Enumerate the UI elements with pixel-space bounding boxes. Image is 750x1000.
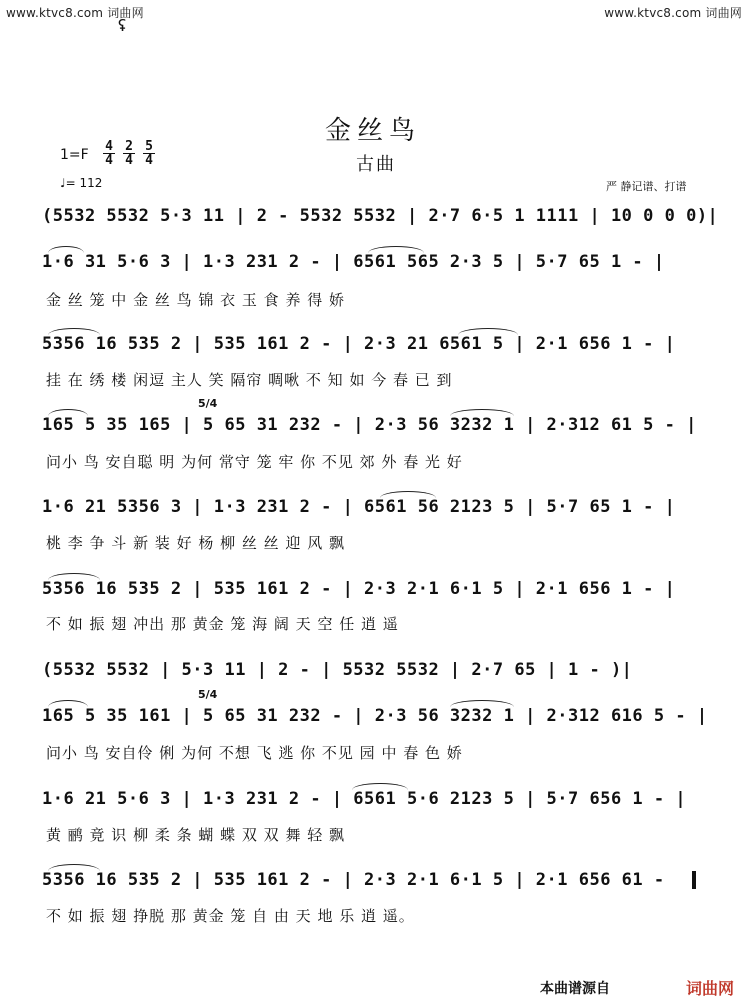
slur [48,864,100,871]
tempo-mark: ♩= 112 [60,176,103,190]
meter-3-num: 5 [145,139,153,154]
score-line-9-lyrics: 黄 鹂 竟 识 柳 柔 条 蝴 蝶 双 双 舞 轻 飘 [46,826,345,844]
slur [352,783,408,790]
meter-1-line [103,153,115,154]
source-logo[interactable]: 词曲网 [686,979,735,998]
inline-meter-1: 5/4 [198,397,218,410]
score-line-2-lyrics: 金 丝 笼 中 金 丝 鸟 锦 衣 玉 食 养 得 娇 [46,291,345,309]
page-title: 金丝鸟 [325,116,422,146]
score-line-6-lyrics: 不 如 振 翅 冲出 那 黄金 笼 海 阔 天 空 任 逍 遥 [46,615,399,633]
credit: 严 静记谱、打谱 [606,180,687,193]
score-line-2-notes: 1·6 31 5·6 3 | 1·3 231 2 - | 6561 565 2·3 5 | 5·7 65 1 - | [42,252,665,272]
meter-2-line [123,153,135,154]
meter-1-den: 4 [105,153,113,168]
meter-3-den: 4 [145,153,153,168]
slur [368,246,424,253]
page-subtitle: 古曲 [356,154,396,175]
slur [48,573,100,580]
slur [48,700,88,707]
slur [450,700,514,707]
score-line-4-lyrics: 问小 鸟 安自聪 明 为何 常守 笼 牢 你 不见 郊 外 春 光 好 [46,453,463,471]
meter-1 [103,141,115,166]
score-line-5-lyrics: 桃 李 争 斗 新 装 好 杨 柳 丝 丝 迎 风 飘 [46,534,345,552]
meter-3-line [143,153,155,154]
inline-meter-2: 5/4 [198,688,218,701]
watermark-left: www.ktvc8.com 词曲网 [6,6,144,20]
score-line-4-notes: 165 5 35 165 | 5 65 31 232 - | 2·3 56 3232 1 | 2·312 61 5 - | [42,415,697,435]
meter-1-num: 4 [105,139,113,154]
score-line-1-notes: (5532 5532 5·3 11 | 2 - 5532 5532 | 2·7 6·5 1 1111 | 10 0 0 0)| [42,206,719,226]
slur [48,246,84,253]
slur [380,491,436,498]
final-barline [692,871,696,889]
source-text: 本曲谱源自 [540,981,610,997]
watermark-right: www.ktvc8.com 词曲网 [604,6,742,20]
score-line-7-notes: (5532 5532 | 5·3 11 | 2 - | 5532 5532 | 2·7 65 | 1 - )| [42,660,633,680]
score-line-9-notes: 1·6 21 5·6 3 | 1·3 231 2 - | 6561 5·6 2123 5 | 5·7 656 1 - | [42,789,687,809]
breath-mark: ʢ [118,16,127,35]
score-line-3-lyrics: 挂 在 绣 楼 闲逗 主人 笑 隔帘 啁啾 不 知 如 今 春 已 到 [46,371,453,389]
slur [450,409,514,416]
slur [48,328,100,335]
score-line-5-notes: 1·6 21 5356 3 | 1·3 231 2 - | 6561 56 2123 5 | 5·7 65 1 - | [42,497,676,517]
meter-2 [123,141,135,166]
score-line-10-notes: 5356 16 535 2 | 535 161 2 - | 2·3 2·1 6·1 5 | 2·1 656 61 - [42,870,665,890]
slur [458,328,518,335]
meter-2-num: 2 [125,139,133,154]
meter-2-den: 4 [125,153,133,168]
score-line-8-lyrics: 问小 鸟 安自伶 俐 为何 不想 飞 逃 你 不见 园 中 春 色 娇 [46,744,463,762]
score-line-10-lyrics: 不 如 振 翅 挣脱 那 黄金 笼 自 由 天 地 乐 逍 遥。 [46,907,415,925]
score-line-3-notes: 5356 16 535 2 | 535 161 2 - | 2·3 21 6561 5 | 2·1 656 1 - | [42,334,676,354]
score-line-8-notes: 165 5 35 161 | 5 65 31 232 - | 2·3 56 3232 1 | 2·312 616 5 - | [42,706,708,726]
meter-3 [143,141,155,166]
key-signature: 1=F [60,147,89,163]
slur [48,409,88,416]
score-line-6-notes: 5356 16 535 2 | 535 161 2 - | 2·3 2·1 6·1 5 | 2·1 656 1 - | [42,579,676,599]
